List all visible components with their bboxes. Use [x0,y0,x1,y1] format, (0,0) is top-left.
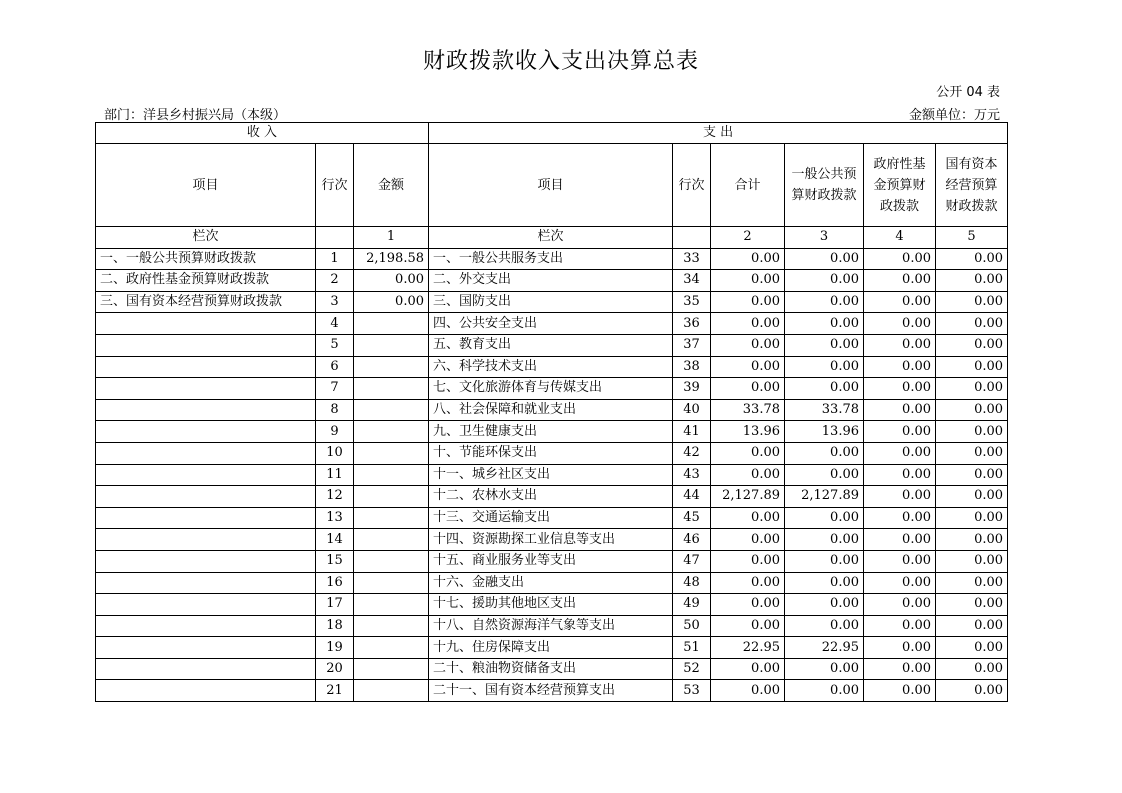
gov-fund-cell: 0.00 [864,550,936,572]
table-row [96,248,1008,270]
expense-row-no-cell: 40 [673,399,711,421]
gov-fund-cell: 0.00 [864,313,936,335]
income-row-no-cell: 17 [316,594,354,616]
income-amount-cell [354,399,429,421]
income-row-no-cell: 15 [316,550,354,572]
total-cell: 33.78 [711,399,785,421]
table-row [96,550,1008,572]
general-budget-cell: 0.00 [785,464,864,486]
amount-unit-label: 金额单位：万元 [908,108,1000,123]
total-cell: 0.00 [711,615,785,637]
state-capital-cell: 0.00 [936,658,1008,680]
table-row [96,334,1008,356]
income-amount-cell [354,486,429,508]
table-row [96,637,1008,659]
expense-row-no-cell: 33 [673,248,711,270]
expense-row-no-cell: 46 [673,529,711,551]
index-col-2: 2 [711,227,785,249]
state-capital-cell: 0.00 [936,464,1008,486]
income-row-no-cell: 18 [316,615,354,637]
expense-row-no-header: 行次 [673,144,711,227]
expense-row-no-cell: 48 [673,572,711,594]
gov-fund-cell: 0.00 [864,399,936,421]
income-item-cell [96,464,316,486]
income-row-no-cell: 19 [316,637,354,659]
expense-item-cell: 八、社会保障和就业支出 [429,399,673,421]
gov-fund-header: 政府性基金预算财政拨款 [864,144,936,227]
income-row-no-cell: 3 [316,291,354,313]
table-row [96,464,1008,486]
general-budget-cell: 22.95 [785,637,864,659]
total-cell: 22.95 [711,637,785,659]
general-budget-cell: 0.00 [785,248,864,270]
general-budget-cell: 0.00 [785,529,864,551]
total-cell: 0.00 [711,356,785,378]
state-capital-cell: 0.00 [936,442,1008,464]
expense-row-no-cell: 53 [673,680,711,702]
table-row [96,486,1008,508]
gov-fund-cell: 0.00 [864,378,936,400]
income-item-cell [96,399,316,421]
expense-item-cell: 三、国防支出 [429,291,673,313]
budget-summary-table [95,122,1008,702]
expense-row-no-cell: 44 [673,486,711,508]
expense-row-no-cell: 47 [673,550,711,572]
income-row-no-cell: 2 [316,270,354,292]
general-budget-header: 一般公共预算财政拨款 [785,144,864,227]
table-row [96,572,1008,594]
state-capital-cell: 0.00 [936,572,1008,594]
income-item-cell [96,421,316,443]
income-amount-cell: 0.00 [354,270,429,292]
general-budget-cell: 2,127.89 [785,486,864,508]
income-row-no-cell: 20 [316,658,354,680]
income-item-cell [96,507,316,529]
state-capital-cell: 0.00 [936,550,1008,572]
state-capital-cell: 0.00 [936,680,1008,702]
expense-item-cell: 五、教育支出 [429,334,673,356]
total-cell: 0.00 [711,658,785,680]
gov-fund-cell: 0.00 [864,658,936,680]
expense-row-no-cell: 51 [673,637,711,659]
income-row-no-cell: 4 [316,313,354,335]
income-item-cell [96,680,316,702]
gov-fund-cell: 0.00 [864,356,936,378]
state-capital-cell: 0.00 [936,507,1008,529]
index-label-left: 栏次 [96,227,316,249]
income-item-cell [96,313,316,335]
gov-fund-cell: 0.00 [864,248,936,270]
general-budget-cell: 0.00 [785,356,864,378]
expense-row-no-cell: 36 [673,313,711,335]
total-cell: 0.00 [711,248,785,270]
gov-fund-cell: 0.00 [864,637,936,659]
general-budget-cell: 0.00 [785,291,864,313]
expense-row-no-cell: 35 [673,291,711,313]
gov-fund-cell: 0.00 [864,594,936,616]
state-capital-cell: 0.00 [936,615,1008,637]
total-cell: 0.00 [711,334,785,356]
state-capital-cell: 0.00 [936,486,1008,508]
income-row-no-cell: 16 [316,572,354,594]
table-row [96,378,1008,400]
expense-item-cell: 十五、商业服务业等支出 [429,550,673,572]
income-amount-cell [354,529,429,551]
general-budget-cell: 0.00 [785,550,864,572]
income-item-cell: 一、一般公共预算财政拨款 [96,248,316,270]
column-header-row [96,144,1008,227]
table-row [96,529,1008,551]
gov-fund-cell: 0.00 [864,486,936,508]
state-capital-cell: 0.00 [936,334,1008,356]
table-row [96,356,1008,378]
income-amount-cell [354,442,429,464]
state-capital-cell: 0.00 [936,421,1008,443]
expense-row-no-cell: 49 [673,594,711,616]
index-empty-cell [316,227,354,249]
income-item-cell [96,550,316,572]
expense-row-no-cell: 42 [673,442,711,464]
income-row-no-cell: 11 [316,464,354,486]
total-cell: 0.00 [711,442,785,464]
expense-row-no-cell: 52 [673,658,711,680]
expense-item-cell: 十、节能环保支出 [429,442,673,464]
expense-row-no-cell: 41 [673,421,711,443]
total-cell: 0.00 [711,572,785,594]
expense-row-no-cell: 38 [673,356,711,378]
income-item-cell: 三、国有资本经营预算财政拨款 [96,291,316,313]
income-item-cell [96,334,316,356]
income-row-no-cell: 1 [316,248,354,270]
income-amount-cell [354,356,429,378]
income-amount-cell [354,594,429,616]
income-amount-cell [354,334,429,356]
income-amount-header: 金额 [354,144,429,227]
gov-fund-cell: 0.00 [864,507,936,529]
income-amount-cell [354,421,429,443]
total-cell: 0.00 [711,313,785,335]
expense-row-no-cell: 43 [673,464,711,486]
table-row [96,507,1008,529]
income-amount-cell [354,572,429,594]
state-capital-cell: 0.00 [936,529,1008,551]
income-amount-cell [354,658,429,680]
total-cell: 0.00 [711,680,785,702]
income-row-no-cell: 7 [316,378,354,400]
total-cell: 0.00 [711,529,785,551]
general-budget-cell: 0.00 [785,680,864,702]
expense-item-cell: 二十、粮油物资储备支出 [429,658,673,680]
expense-item-cell: 四、公共安全支出 [429,313,673,335]
income-row-no-cell: 21 [316,680,354,702]
income-amount-cell [354,378,429,400]
income-row-no-header: 行次 [316,144,354,227]
total-cell: 0.00 [711,507,785,529]
table-row [96,680,1008,702]
general-budget-cell: 33.78 [785,399,864,421]
expense-item-cell: 二、外交支出 [429,270,673,292]
income-item-cell [96,572,316,594]
total-header: 合计 [711,144,785,227]
total-cell: 2,127.89 [711,486,785,508]
expense-item-cell: 十九、住房保障支出 [429,637,673,659]
income-item-cell [96,442,316,464]
income-item-cell [96,594,316,616]
general-budget-cell: 0.00 [785,658,864,680]
gov-fund-cell: 0.00 [864,270,936,292]
index-row [96,227,1008,249]
income-item-cell [96,615,316,637]
gov-fund-cell: 0.00 [864,572,936,594]
general-budget-cell: 0.00 [785,334,864,356]
gov-fund-cell: 0.00 [864,442,936,464]
gov-fund-cell: 0.00 [864,334,936,356]
total-cell: 0.00 [711,270,785,292]
page-title: 财政拨款收入支出决算总表 [422,49,699,74]
gov-fund-cell: 0.00 [864,464,936,486]
gov-fund-cell: 0.00 [864,680,936,702]
general-budget-cell: 0.00 [785,442,864,464]
income-row-no-cell: 10 [316,442,354,464]
general-budget-cell: 0.00 [785,378,864,400]
total-cell: 0.00 [711,378,785,400]
form-number: 公开 04 表 [936,85,1000,100]
general-budget-cell: 0.00 [785,594,864,616]
expense-item-cell: 十七、援助其他地区支出 [429,594,673,616]
general-budget-cell: 13.96 [785,421,864,443]
state-capital-cell: 0.00 [936,270,1008,292]
income-amount-cell: 2,198.58 [354,248,429,270]
income-amount-cell [354,615,429,637]
state-capital-cell: 0.00 [936,637,1008,659]
income-amount-cell: 0.00 [354,291,429,313]
state-capital-cell: 0.00 [936,313,1008,335]
gov-fund-cell: 0.00 [864,529,936,551]
table-row [96,421,1008,443]
index-col-3: 3 [785,227,864,249]
table-row [96,594,1008,616]
expense-item-cell: 九、卫生健康支出 [429,421,673,443]
gov-fund-cell: 0.00 [864,421,936,443]
expense-item-cell: 十二、农林水支出 [429,486,673,508]
state-capital-cell: 0.00 [936,399,1008,421]
income-amount-cell [354,637,429,659]
income-row-no-cell: 9 [316,421,354,443]
table-row [96,270,1008,292]
income-item-cell [96,378,316,400]
expense-row-no-cell: 34 [673,270,711,292]
income-row-no-cell: 6 [316,356,354,378]
index-col-4: 4 [864,227,936,249]
expense-item-cell: 一、一般公共服务支出 [429,248,673,270]
section-header-row [96,123,1008,144]
expense-section-header: 支 出 [429,123,1008,144]
expense-item-cell: 二十一、国有资本经营预算支出 [429,680,673,702]
total-cell: 0.00 [711,291,785,313]
general-budget-cell: 0.00 [785,313,864,335]
expense-item-cell: 十四、资源勘探工业信息等支出 [429,529,673,551]
expense-item-cell: 六、科学技术支出 [429,356,673,378]
income-section-header: 收 入 [96,123,429,144]
index-empty-cell [673,227,711,249]
income-amount-cell [354,680,429,702]
table-row [96,615,1008,637]
income-item-cell [96,486,316,508]
income-row-no-cell: 13 [316,507,354,529]
expense-row-no-cell: 45 [673,507,711,529]
total-cell: 0.00 [711,594,785,616]
income-item-cell: 二、政府性基金预算财政拨款 [96,270,316,292]
general-budget-cell: 0.00 [785,615,864,637]
expense-row-no-cell: 37 [673,334,711,356]
income-row-no-cell: 14 [316,529,354,551]
general-budget-cell: 0.00 [785,507,864,529]
table-row [96,658,1008,680]
income-item-cell [96,637,316,659]
expense-row-no-cell: 50 [673,615,711,637]
total-cell: 0.00 [711,550,785,572]
table-row [96,313,1008,335]
gov-fund-cell: 0.00 [864,615,936,637]
gov-fund-cell: 0.00 [864,291,936,313]
expense-item-cell: 七、文化旅游体育与传媒支出 [429,378,673,400]
income-row-no-cell: 12 [316,486,354,508]
income-amount-cell [354,507,429,529]
state-capital-cell: 0.00 [936,594,1008,616]
state-capital-cell: 0.00 [936,378,1008,400]
table-row [96,291,1008,313]
state-capital-cell: 0.00 [936,356,1008,378]
state-capital-header: 国有资本经营预算财政拨款 [936,144,1008,227]
general-budget-cell: 0.00 [785,572,864,594]
table-row [96,442,1008,464]
income-row-no-cell: 5 [316,334,354,356]
expense-row-no-cell: 39 [673,378,711,400]
expense-item-cell: 十三、交通运输支出 [429,507,673,529]
table-row [96,399,1008,421]
income-amount-cell [354,313,429,335]
state-capital-cell: 0.00 [936,291,1008,313]
expense-item-cell: 十八、自然资源海洋气象等支出 [429,615,673,637]
income-item-cell [96,658,316,680]
state-capital-cell: 0.00 [936,248,1008,270]
expense-item-cell: 十六、金融支出 [429,572,673,594]
total-cell: 0.00 [711,464,785,486]
general-budget-cell: 0.00 [785,270,864,292]
expense-item-cell: 十一、城乡社区支出 [429,464,673,486]
income-amount-cell [354,550,429,572]
income-item-cell [96,356,316,378]
income-row-no-cell: 8 [316,399,354,421]
income-item-cell [96,529,316,551]
index-col-5: 5 [936,227,1008,249]
total-cell: 13.96 [711,421,785,443]
expense-item-header: 项目 [429,144,673,227]
income-item-header: 项目 [96,144,316,227]
income-amount-cell [354,464,429,486]
index-col-1: 1 [354,227,429,249]
department-label: 部门：洋县乡村振兴局（本级） [104,108,287,123]
index-label-right: 栏次 [429,227,673,249]
